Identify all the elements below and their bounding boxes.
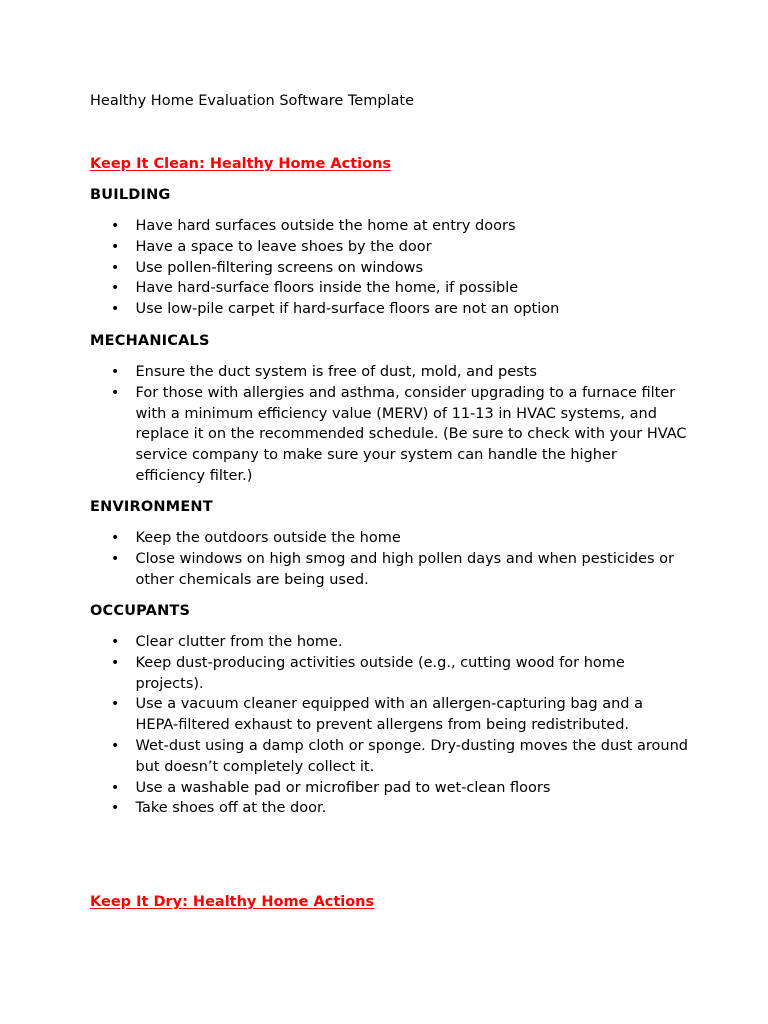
environment-list [90, 528, 690, 590]
document-title: Healthy Home Evaluation Software Template [90, 93, 415, 109]
list-item [90, 278, 690, 299]
list-item [90, 216, 690, 237]
list-item [90, 362, 690, 383]
list-item-text: Have hard surfaces outside the home at entry doors [135, 218, 516, 234]
list-item-text: Keep dust-producing activities outside (e.g., cutting wood for home projects). [135, 654, 625, 692]
bullet-icon: • [111, 238, 120, 255]
bullet-icon: • [111, 280, 120, 297]
subheading-building: BUILDING [90, 187, 171, 203]
bullet-icon: • [111, 384, 120, 401]
mechanicals-list [90, 362, 690, 487]
list-item [90, 549, 690, 591]
list-item [90, 694, 690, 736]
section-heading-keep-it-dry: Keep It Dry: Healthy Home Actions [90, 894, 375, 910]
bullet-icon: • [111, 530, 120, 546]
list-item [90, 528, 690, 549]
bullet-icon: • [111, 218, 120, 234]
list-item [90, 299, 690, 320]
bullet-icon: • [111, 301, 120, 318]
list-item-text: Keep the outdoors outside the home [135, 530, 401, 546]
list-item-text: Wet-dust using a damp cloth or sponge. Dry-dusting moves the dust around but doesn’t completely collect it. [135, 737, 688, 775]
bullet-icon: • [111, 259, 120, 276]
list-item-text: Take shoes off at the door. [135, 800, 327, 817]
list-item [90, 237, 690, 258]
list-item-text: Have hard-surface floors inside the home, if possible [135, 280, 519, 297]
bullet-icon: • [111, 800, 120, 817]
list-item [90, 653, 690, 695]
bullet-icon: • [111, 779, 120, 796]
subheading-environment: ENVIRONMENT [90, 499, 213, 515]
list-item-text: Close windows on high smog and high pollen days and when pesticides or other chemicals are being used. [135, 550, 675, 588]
list-item-text: Have a space to leave shoes by the door [135, 238, 432, 255]
list-item-text: Use a washable pad or microfiber pad to wet-clean floors [135, 779, 551, 796]
list-item-text: Clear clutter from the home. [135, 634, 343, 650]
list-item [90, 778, 690, 799]
list-item [90, 258, 690, 279]
subheading-occupants: OCCUPANTS [90, 603, 191, 619]
list-item-text: Use low-pile carpet if hard-surface floors are not an option [135, 301, 560, 318]
list-item-text: For those with allergies and asthma, consider upgrading to a furnace filter with a minimum efficiency value (MERV) of 11-13 in HVAC systems, and replace it on the recommended schedule. (Be sure to check with your HVAC service company to make sure your system can handle the higher efficiency filter.) [135, 384, 687, 484]
occupants-list [90, 632, 690, 819]
bullet-icon: • [111, 364, 120, 380]
building-list [90, 216, 690, 320]
list-item [90, 798, 690, 819]
bullet-icon: • [111, 550, 120, 567]
bullet-icon: • [111, 654, 120, 671]
list-item-text: Ensure the duct system is free of dust, mold, and pests [135, 364, 537, 380]
bullet-icon: • [111, 634, 120, 650]
subheading-mechanicals: MECHANICALS [90, 333, 210, 349]
list-item [90, 383, 690, 487]
section-heading-keep-it-clean: Keep It Clean: Healthy Home Actions [90, 156, 392, 172]
bullet-icon: • [111, 737, 120, 754]
bullet-icon: • [111, 696, 120, 713]
list-item [90, 632, 690, 653]
list-item-text: Use a vacuum cleaner equipped with an allergen-capturing bag and a HEPA-filtered exhaust to prevent allergens from being redistributed. [135, 696, 643, 734]
list-item [90, 736, 690, 778]
list-item-text: Use pollen-filtering screens on windows [135, 259, 424, 276]
